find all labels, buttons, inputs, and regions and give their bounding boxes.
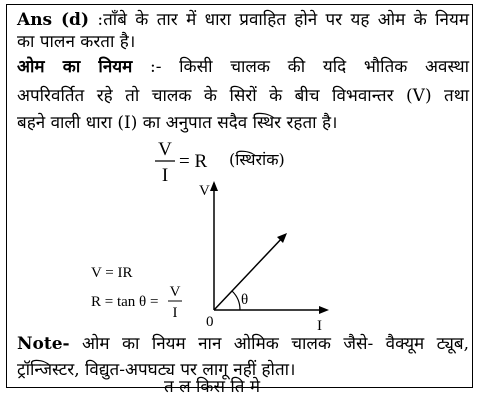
theta-arc [232,291,240,310]
answer-text-1: :ताँबे के तार में धारा प्रवाहित होने पर यह ओम के नियम [89,10,470,30]
origin-label: 0 [206,314,214,330]
y-axis-arrowhead [210,181,218,191]
equation-r-tan-den: I [172,305,178,321]
answer-text-2: का पालन करता है। [17,32,136,52]
ohms-law-text-3: बहने वाली धारा (I) का अनुपात सदैव स्थिर रहता है। [17,113,338,133]
formula-numerator: V [158,139,172,160]
note-text-2: ट्रॉन्जिस्टर, विद्युत-अपघट्य पर लागू नहीं होता। [17,360,296,380]
answer-paragraph-line-1 [17,9,469,31]
answer-label: Ans (d) [17,10,89,30]
y-axis-label: V [199,183,210,199]
note-text-1: ओम का नियम नान ओमिक चालक जैसे- वैक्यूम ट्यूब, [69,334,469,354]
note-label: Note- [17,334,70,354]
ohms-law-text-2: अपरिवर्तित रहे तो चालक के सिरों के बीच विभवान्तर (V) तथा [17,86,469,106]
formula-note: (स्थिरांक) [229,150,285,169]
equation-r-tan-num: V [169,284,181,300]
x-axis-arrowhead [319,306,329,314]
x-axis-label: I [317,318,322,334]
ohms-law-diagram [7,133,472,333]
cut-off-text: त ल किस ति मे [164,377,261,397]
note-line-1 [17,333,469,355]
cut-off-next-line [6,377,473,411]
formula-rhs: = R [179,151,208,172]
ohms-law-line-1 [17,56,469,78]
vi-graph-line [214,236,284,310]
theta-label: θ [241,292,249,308]
formula-denominator: I [161,165,169,186]
content-frame [6,4,473,388]
ohms-law-text-1: :- किसी चालक की यदि भौतिक अवस्था [132,57,469,77]
ohms-law-heading: ओम का नियम [17,57,133,77]
equation-v-ir: V = IR [91,265,133,281]
equation-r-tan-lhs: R = tan θ = [91,294,159,310]
